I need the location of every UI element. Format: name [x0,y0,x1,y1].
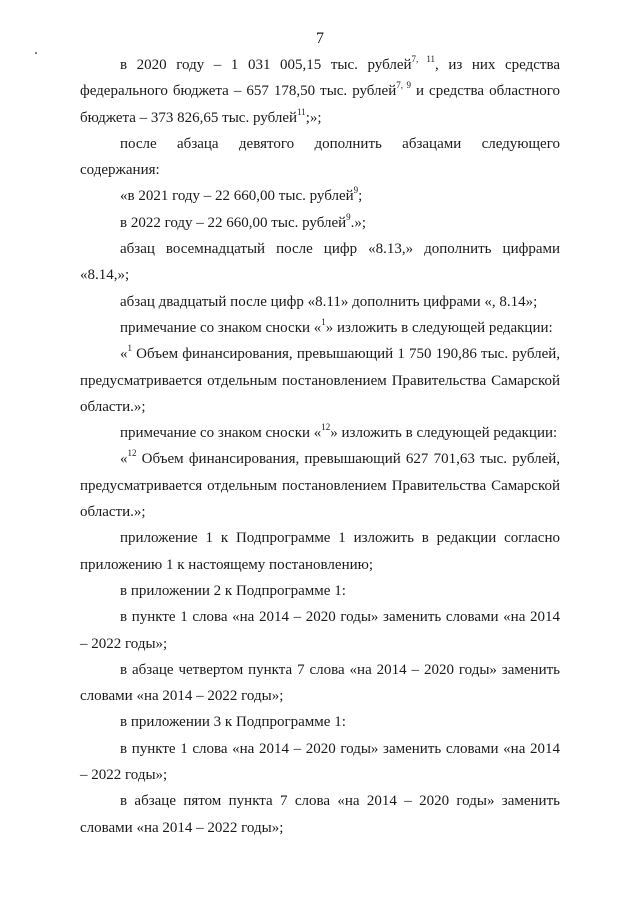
paragraph-text: в пункте 1 слова «на 2014 – 2020 годы» заменить словами «на 2014 – 2022 годы»; [80,609,560,652]
paragraph-text: в приложении 3 к Подпрограмме 1: [120,714,346,731]
paragraph-text: ;»; [305,109,322,126]
paragraph-text: в 2020 году – 1 031 005,15 тыс. рублей [120,57,412,73]
paragraph [80,446,560,525]
paragraph-text: в абзаце пятом пункта 7 слова «на 2014 – 2020 годы» заменить словами «на 2014 – 2022 годы»; [80,793,560,836]
footnote-marker: 12 [321,422,331,433]
paragraph-text: «в 2021 году – 22 660,00 тыс. рублей [120,188,354,205]
footnote-marker: 7, 9 [396,80,411,91]
scan-speck [35,52,37,54]
document-body [80,52,560,841]
page-number: 7 [316,30,324,47]
paragraph [80,210,560,236]
footnote-marker: 1 [321,316,326,327]
paragraph [80,183,560,209]
paragraph [80,788,560,841]
paragraph-text: « [120,346,128,363]
paragraph-text: в 2022 году – 22 660,00 тыс. рублей [120,214,347,231]
paragraph-text: » изложить в следующей редакции: [325,319,553,336]
paragraph-text: « [120,451,128,468]
paragraph-text: примечание со знаком сноски « [120,425,322,442]
paragraph [80,315,560,341]
paragraph [80,657,560,710]
paragraph-text: Объем финансирования, превышающий 1 750 190,86 тыс. рублей, предусматривается отдельным постановлением Правительства Самарской области.»; [80,346,560,415]
footnote-marker: 9 [353,185,359,196]
paragraph-text: и средства областного бюджета – 373 826,65 тыс. рублей [80,83,560,126]
paragraph [80,709,560,735]
paragraph [80,341,560,420]
paragraph [80,736,560,789]
footnote-marker: 9 [346,211,351,222]
paragraph [80,52,560,131]
paragraph-text: в пункте 1 слова «на 2014 – 2020 годы» заменить словами «на 2014 – 2022 годы»; [80,740,560,784]
footnote-marker: 12 [127,448,137,459]
paragraph [80,420,560,446]
paragraph-text: ; [358,188,363,205]
paragraph-text: , из них средства федерального бюджета – 657 178,50 тыс. рублей [80,57,560,100]
paragraph [80,525,560,578]
paragraph-text: приложение 1 к Подпрограмме 1 изложить в редакции согласно приложению 1 к настоящему постановлению; [80,530,560,573]
paragraph-text: в приложении 2 к Подпрограмме 1: [120,582,346,599]
paragraph-text: в абзаце четвертом пункта 7 слова «на 2014 – 2020 годы» заменить словами «на 2014 – 2022 годы»; [80,661,560,705]
paragraph [80,131,560,184]
paragraph [80,289,560,315]
paragraph-text: примечание со знаком сноски « [120,319,322,336]
paragraph [80,236,560,289]
paragraph-text: Объем финансирования, превышающий 627 701,63 тыс. рублей, предусматривается отдельным постановлением Правительства Самарской области.»; [80,451,560,521]
footnote-marker: 7, 11 [411,54,435,64]
paragraph [80,604,560,657]
paragraph-text: .»; [350,214,367,231]
paragraph-text: после абзаца девятого дополнить абзацами следующего содержания: [80,135,560,179]
paragraph-text: абзац восемнадцатый после цифр «8.13,» дополнить цифрами «8.14,»; [80,241,560,284]
paragraph-text: абзац двадцатый после цифр «8.11» дополнить цифрами «, 8.14»; [120,293,538,310]
paragraph [80,578,560,604]
footnote-marker: 1 [127,343,132,354]
footnote-marker: 11 [297,106,306,117]
paragraph-text: » изложить в следующей редакции: [330,425,558,442]
